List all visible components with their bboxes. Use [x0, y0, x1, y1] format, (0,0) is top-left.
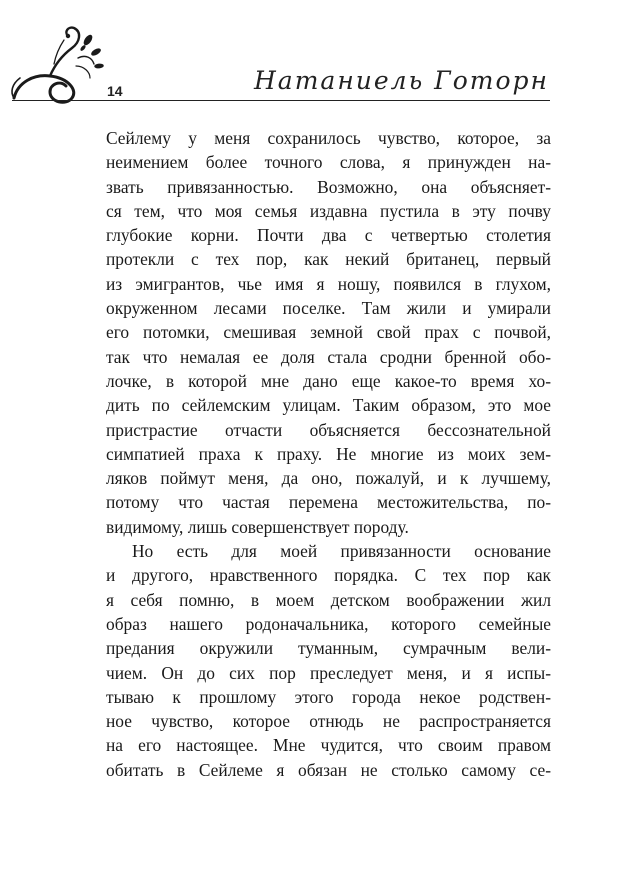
text-line: Но есть для моей привязанности основание [132, 541, 551, 562]
text-line: предания окружили туманным, сумрачным вели- [106, 638, 551, 659]
paragraph-2 [106, 539, 551, 782]
text-line: дить по сейлемским улицам. Таким образом, это мое [106, 395, 551, 416]
text-line: лочке, в которой мне дано еще какое-то время хо- [106, 370, 551, 391]
text-line: неимением более точного слова, я принужден на- [106, 152, 551, 173]
text-line: тываю к прошлому этого города некое родствен- [106, 686, 551, 707]
text-line: звать привязанностью. Возможно, она объясняет- [106, 176, 551, 197]
text-line: так что немалая ее доля стала сродни бренной обо- [106, 346, 551, 367]
text-line: чием. Он до сих пор преследует меня, и я испы- [106, 662, 551, 683]
page-number: 14 [107, 83, 123, 99]
text-line: из эмигрантов, чье имя я ношу, появился в глухом, [106, 273, 551, 294]
text-line: протекли с тех пор, как некий британец, первый [106, 249, 551, 270]
text-line: потому что частая перемена местожительства, по- [106, 492, 551, 513]
text-line: и другого, нравственного порядка. С тех пор как [106, 565, 551, 586]
flourish-ornament-icon [6, 18, 106, 104]
text-line: Сейлему у меня сохранилось чувство, которое, за [106, 128, 551, 148]
text-line: ное чувство, которое отнюдь не распространяется [106, 711, 551, 732]
text-line: его потомки, смешивая земной свой прах с почвой, [106, 322, 551, 343]
running-head-author: Натаниель Готорн [254, 66, 549, 95]
text-line: ся тем, что моя семья издавна пустила в эту почву [106, 200, 551, 221]
paragraph-1 [106, 126, 551, 539]
header-rule [12, 100, 550, 101]
text-line: окруженном лесами поселке. Там жили и умирали [106, 298, 551, 319]
text-line: глубокие корни. Почти два с четвертью столетия [106, 225, 551, 246]
body-text [106, 126, 551, 782]
text-line: на его настоящее. Мне чудится, что своим правом [106, 735, 551, 756]
text-line: пристрастие отчасти объясняется бессознательной [106, 419, 551, 440]
text-line: видимому, лишь совершенствует породу. [106, 516, 409, 537]
text-line: образ нашего родоначальника, которого семейные [106, 613, 551, 634]
text-line: ляков поймут меня, да оно, пожалуй, и к лучшему, [106, 468, 551, 489]
text-line: симпатией праха к праху. Не многие из моих зем- [106, 443, 551, 464]
text-line: обитать в Сейлеме я обязан не столько самому се- [106, 759, 551, 780]
text-line: я себя помню, в моем детском воображении жил [106, 589, 551, 610]
